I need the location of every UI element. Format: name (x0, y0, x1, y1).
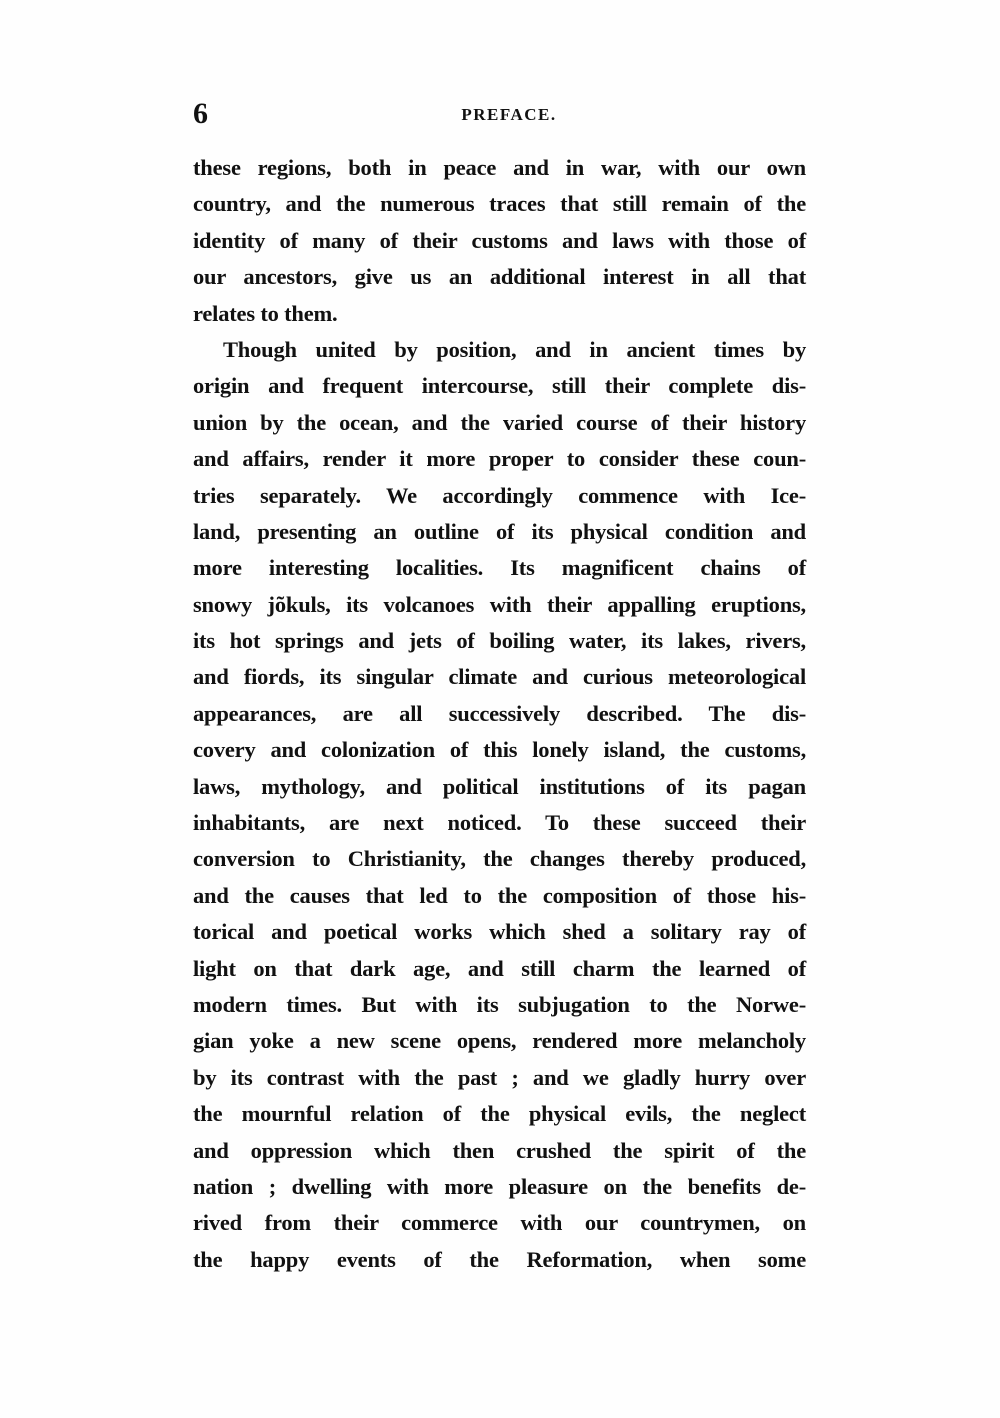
text-line: its hot springs and jets of boiling water, its lakes, rivers, (193, 628, 806, 654)
text-line: and oppression which then crushed the spirit of the (193, 1137, 806, 1163)
text-line: the happy events of the Reformation, when some (193, 1246, 806, 1272)
text-line: covery and colonization of this lonely island, the customs, (193, 737, 806, 763)
text-line: by its contrast with the past ; and we gladly hurry over (193, 1064, 806, 1090)
text-line: these regions, both in peace and in war, with our own (193, 155, 806, 180)
text-line: our ancestors, give us an additional interest in all that (193, 264, 806, 290)
text-line: and fiords, its singular climate and curious meteorological (193, 664, 806, 690)
text-line: union by the ocean, and the varied course of their history (193, 409, 806, 435)
text-line: gian yoke a new scene opens, rendered more melancholy (193, 1028, 806, 1054)
text-line: the mournful relation of the physical evils, the neglect (193, 1101, 806, 1127)
text-line: and affairs, render it more proper to consider these coun- (193, 446, 806, 472)
text-line: light on that dark age, and still charm the learned of (193, 955, 806, 981)
text-line: snowy jõkuls, its volcanoes with their appalling eruptions, (193, 591, 806, 617)
body-text (193, 150, 806, 1278)
text-line: conversion to Christianity, the changes thereby produced, (193, 846, 806, 872)
text-line: origin and frequent intercourse, still their complete dis- (193, 373, 806, 399)
text-line: land, presenting an outline of its physical condition and (193, 518, 806, 544)
page-number: 6 (193, 97, 208, 130)
text-line: Though united by position, and in ancient times by (223, 336, 806, 362)
running-head (193, 96, 805, 136)
text-line: inhabitants, are next noticed. To these succeed their (193, 810, 806, 836)
running-title: PREFACE. (461, 105, 557, 124)
text-line: identity of many of their customs and laws with those of (193, 227, 806, 253)
text-line: relates to them. (193, 300, 338, 326)
text-line: more interesting localities. Its magnificent chains of (193, 555, 806, 581)
text-line: and the causes that led to the composition of those his- (193, 882, 806, 908)
text-line: tries separately. We accordingly commence with Ice- (193, 482, 806, 508)
text-line: nation ; dwelling with more pleasure on the benefits de- (193, 1173, 806, 1199)
text-line: country, and the numerous traces that still remain of the (193, 191, 806, 217)
text-line: modern times. But with its subjugation to the Norwe- (193, 991, 806, 1017)
text-line: appearances, are all successively described. The dis- (193, 700, 806, 726)
text-line: torical and poetical works which shed a solitary ray of (193, 919, 806, 945)
text-line: laws, mythology, and political institutions of its pagan (193, 773, 806, 799)
text-line: rived from their commerce with our countrymen, on (193, 1210, 806, 1236)
